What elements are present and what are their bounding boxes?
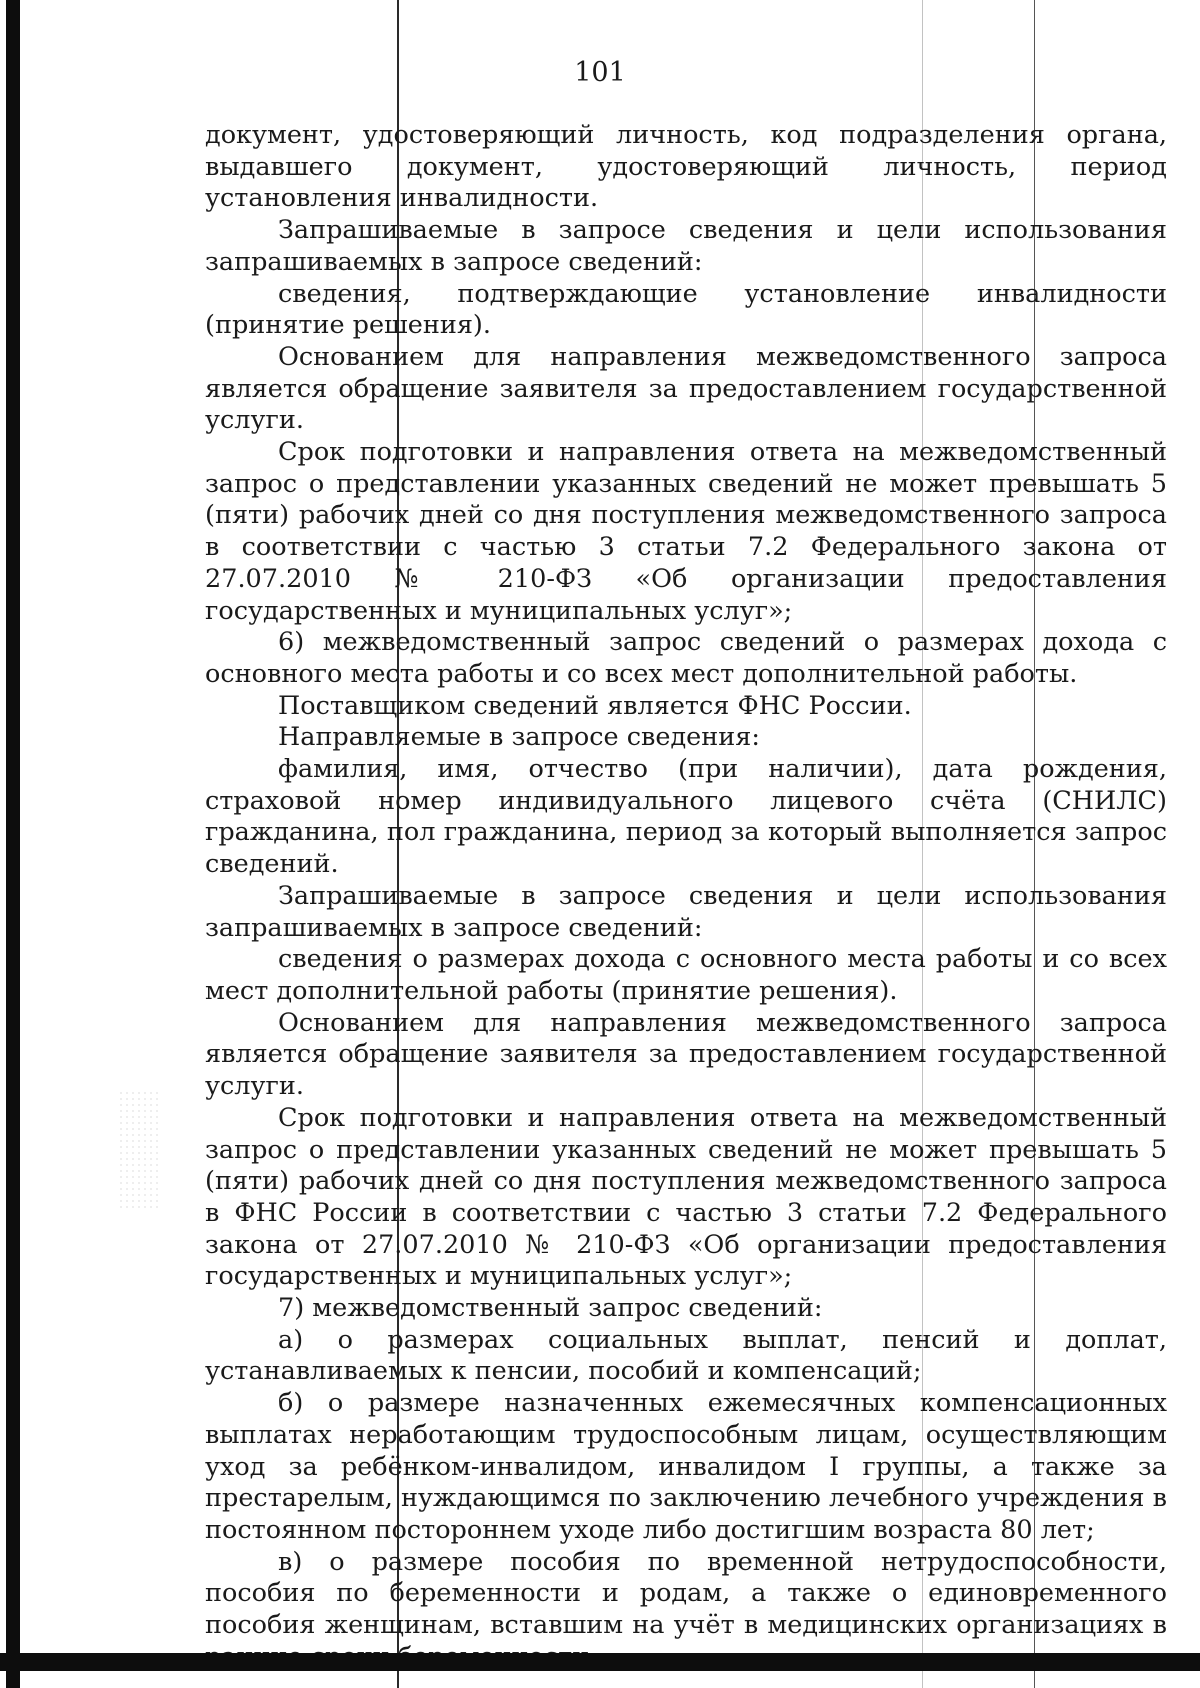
paragraph: 7) межведомственный запрос сведений: (278, 1293, 823, 1324)
paragraph: б) о размере назначенных ежемесячных компенсационных выплатах неработающим трудоспособным лицам, осуществляющим уход за ребёнком-инвалидом, инвалидом I группы, а также за престарелым, нуждающимся по заключению лечебного учреждения в постоянном постороннем уходе либо достигшим возраста 80 лет; (205, 1388, 1167, 1545)
paragraph: Направляемые в запросе сведения: (278, 722, 760, 753)
paragraph: в) о размере пособия по временной нетрудоспособности, пособия по беременности и родам, а также о единовременного пособия женщинам, вставшим на учёт в медицинских организациях в (205, 1546, 1167, 1641)
paragraph: Основанием для направления межведомственного запроса является обращение заявителя за предоставлением государственной услуги. (205, 341, 1167, 436)
scan-edge-bottom (0, 1653, 1200, 1671)
paragraph: Основанием для направления межведомственного запроса является обращение заявителя за предоставлением государственной услуги. (205, 1007, 1167, 1102)
paragraph: фамилия, имя, отчество (при наличии), дата рождения, страховой номер индивидуального лицевого счёта (СНИЛС) гражданина, пол гражданина, период за который выполняется запрос сведений. (205, 754, 1167, 880)
paragraph: Срок подготовки и направления ответа на межведомственный запрос о представлении указанных сведений не может превышать 5 (пяти) рабочих дней со дня поступления межведомственного запроса в соответствии с частью 3 статьи 7.2 Федерального закона от 27.07.2010 № 210-ФЗ «Об организации предоставления государственных и муниципальных услуг»; (205, 437, 1167, 626)
paragraph: Запрашиваемые в запросе сведения и цели использования запрашиваемых в запросе сведений: (205, 880, 1167, 943)
paragraph: сведения, подтверждающие установление инвалидности (принятие решения). (205, 278, 1167, 341)
paragraph: Поставщиком сведений является ФНС России. (278, 690, 912, 721)
scan-noise (118, 1090, 162, 1210)
paragraph: Срок подготовки и направления ответа на межведомственный запрос о представлении указанных сведений не может превышать 5 (пяти) рабочих дней со дня поступления межведомственного запроса в ФНС России в соответствии с частью 3 статьи 7.2 Федерального закона от 27.07.2010 № 210-ФЗ «Об организации предоставления государственных и муниципальных услуг»; (205, 1102, 1167, 1292)
paragraph: 6) межведомственный запрос сведений о размерах дохода с основного места работы и со всех мест дополнительной работы. (205, 627, 1167, 689)
document-body (205, 120, 1167, 1673)
scan-edge-left (6, 0, 20, 1688)
paragraph: сведения о размерах дохода с основного места работы и со всех мест дополнительной работы (принятие решения). (205, 944, 1167, 1006)
paragraph: Запрашиваемые в запросе сведения и цели использования запрашиваемых в запросе сведений: (205, 215, 1167, 277)
page-number: 101 (574, 57, 626, 88)
paragraph: документ, удостоверяющий личность, код подразделения органа, выдавшего документ, удостоверяющий личность, период установления инвалидности. (205, 120, 1167, 214)
paragraph: а) о размерах социальных выплат, пенсий и доплат, устанавливаемых к пенсии, пособий и компенсаций; (205, 1324, 1167, 1387)
